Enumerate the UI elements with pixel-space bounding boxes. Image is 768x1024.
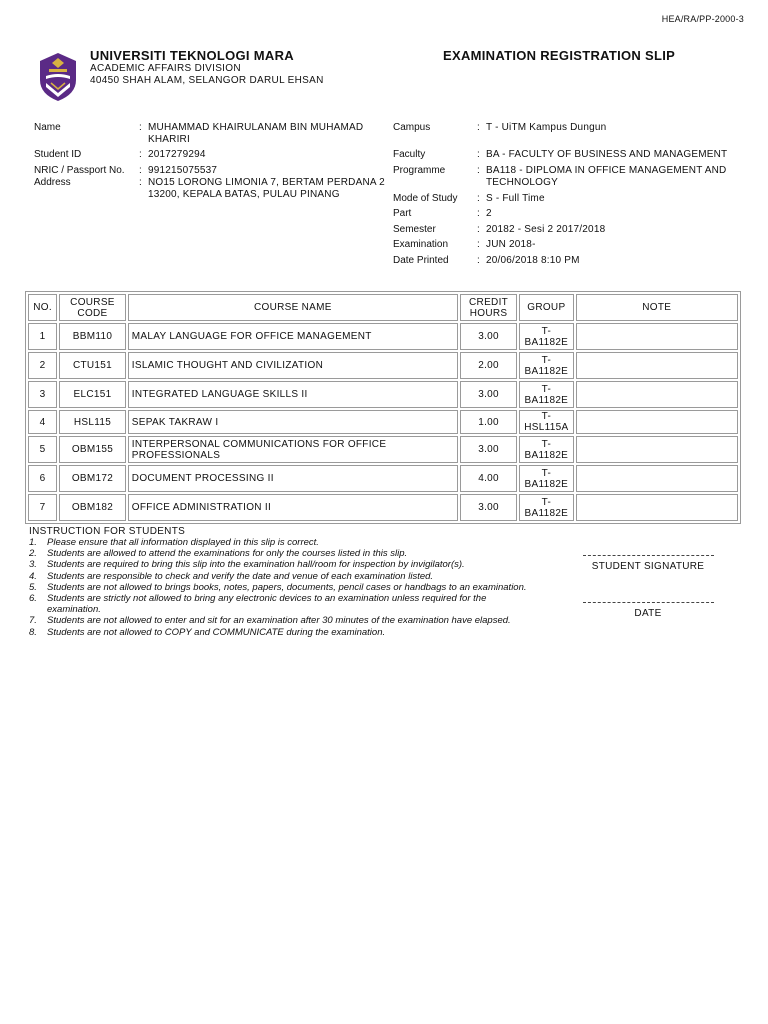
semester-label: Semester: [393, 224, 436, 235]
table-header-row: [28, 294, 738, 321]
instruction-text: Students are not allowed to enter and sit for an examination after 30 minutes of the examination have elapsed.: [47, 615, 511, 627]
row-course-name: INTEGRATED LANGUAGE SKILLS II: [128, 381, 458, 408]
row-course-name: INTERPERSONAL COMMUNICATIONS FOR OFFICE PROFESSIONALS: [128, 436, 458, 463]
mode-value: S - Full Time: [486, 193, 545, 204]
instruction-text: Students are required to bring this slip into the examination hall/room for inspection by invigilator(s).: [47, 559, 465, 571]
instruction-number: 2.: [29, 548, 37, 560]
row-course-name: OFFICE ADMINISTRATION II: [128, 494, 458, 521]
colon: :: [477, 224, 480, 235]
address-label: Address: [34, 177, 71, 188]
mode-label: Mode of Study: [393, 193, 458, 204]
row-note: [576, 494, 739, 521]
division-name: ACADEMIC AFFAIRS DIVISION: [90, 63, 241, 74]
instruction-item: [29, 582, 529, 593]
row-no: 6: [28, 465, 57, 492]
part-value: 2: [486, 208, 492, 219]
table-row: [28, 323, 738, 350]
header-group: GROUP: [519, 294, 573, 321]
university-name: UNIVERSITI TEKNOLOGI MARA: [90, 48, 294, 63]
row-credit-hours: 2.00: [460, 352, 517, 379]
row-no: 3: [28, 381, 57, 408]
row-note: [576, 465, 739, 492]
instruction-number: 4.: [29, 570, 37, 582]
date-printed-label: Date Printed: [393, 255, 449, 266]
instruction-number: 1.: [29, 537, 37, 548]
table-row: [28, 436, 738, 463]
row-no: 7: [28, 494, 57, 521]
instruction-text: Students are responsible to check and verify the date and venue of each examination listed.: [47, 570, 434, 582]
row-no: 5: [28, 436, 57, 463]
row-credit-hours: 4.00: [460, 465, 517, 492]
instruction-text: Students are not allowed to brings books, notes, papers, documents, pencil cases or handbags to an examination.: [47, 581, 527, 593]
row-credit-hours: 3.00: [460, 323, 517, 350]
date-label: DATE: [634, 608, 662, 619]
campus-value: T - UiTM Kampus Dungun: [486, 122, 607, 133]
row-note: [576, 352, 739, 379]
faculty-value: BA - FACULTY OF BUSINESS AND MANAGEMENT: [486, 149, 728, 160]
student-id-label: Student ID: [34, 149, 82, 160]
colon: :: [139, 149, 142, 160]
header-course-code: COURSE CODE: [59, 294, 126, 321]
table-row: [28, 381, 738, 408]
student-signature-line: [583, 555, 714, 556]
instruction-number: 5.: [29, 581, 37, 593]
programme-label: Programme: [393, 165, 446, 176]
row-group: T-BA1182E: [519, 494, 573, 521]
table-row: [28, 465, 738, 492]
name-label: Name: [34, 122, 61, 133]
colon: :: [139, 122, 142, 133]
document-code: HEA/RA/PP-2000-3: [661, 14, 744, 24]
instructions-title: INSTRUCTION FOR STUDENTS: [29, 526, 186, 537]
row-note: [576, 410, 739, 434]
row-credit-hours: 3.00: [460, 381, 517, 408]
instruction-item: [29, 571, 529, 582]
student-id-value: 2017279294: [148, 149, 206, 160]
student-signature-label: STUDENT SIGNATURE: [591, 561, 705, 572]
instruction-number: 3.: [29, 559, 37, 571]
instruction-text: Students are not allowed to COPY and COMMUNICATE during the examination.: [47, 626, 386, 638]
row-course-name: SEPAK TAKRAW I: [128, 410, 458, 434]
instructions-list: [29, 537, 529, 638]
header-note: NOTE: [576, 294, 739, 321]
instruction-item: [29, 593, 529, 615]
row-course-code: CTU151: [59, 352, 126, 379]
date-printed-value: 20/06/2018 8:10 PM: [486, 255, 580, 266]
colon: :: [477, 193, 480, 204]
row-group: T-HSL115A: [519, 410, 573, 434]
row-group: T-BA1182E: [519, 436, 573, 463]
colon: :: [139, 165, 142, 176]
university-address: 40450 SHAH ALAM, SELANGOR DARUL EHSAN: [90, 75, 324, 86]
row-note: [576, 323, 739, 350]
row-course-code: HSL115: [59, 410, 126, 434]
semester-value: 20182 - Sesi 2 2017/2018: [486, 224, 606, 235]
colon: :: [477, 149, 480, 160]
colon: :: [477, 208, 480, 219]
row-course-name: MALAY LANGUAGE FOR OFFICE MANAGEMENT: [128, 323, 458, 350]
instruction-number: 8.: [29, 626, 37, 638]
colon: :: [477, 239, 480, 250]
date-line: [583, 602, 714, 603]
colon: :: [477, 165, 480, 176]
row-credit-hours: 1.00: [460, 410, 517, 434]
row-note: [576, 381, 739, 408]
instruction-item: [29, 548, 529, 559]
part-label: Part: [393, 208, 412, 219]
row-no: 1: [28, 323, 57, 350]
table-row: [28, 494, 738, 521]
table-row: [28, 410, 738, 434]
instruction-number: 6.: [29, 593, 37, 605]
row-group: T-BA1182E: [519, 381, 573, 408]
instruction-text: Students are allowed to attend the examinations for only the courses listed in this slip.: [47, 548, 408, 560]
faculty-label: Faculty: [393, 149, 426, 160]
programme-value: BA118 - DIPLOMA IN OFFICE MANAGEMENT AND TECHNOLOGY: [486, 165, 727, 188]
colon: :: [477, 122, 480, 133]
row-group: T-BA1182E: [519, 323, 573, 350]
nric-label: NRIC / Passport No.: [34, 165, 125, 176]
row-group: T-BA1182E: [519, 465, 573, 492]
row-note: [576, 436, 739, 463]
header-credit-hours: CREDIT HOURS: [460, 294, 517, 321]
row-course-code: BBM110: [59, 323, 126, 350]
row-course-name: ISLAMIC THOUGHT AND CIVILIZATION: [128, 352, 458, 379]
instruction-text: Please ensure that all information displayed in this slip is correct.: [47, 537, 319, 548]
row-course-name: DOCUMENT PROCESSING II: [128, 465, 458, 492]
slip-title: EXAMINATION REGISTRATION SLIP: [443, 48, 676, 63]
instruction-item: [29, 627, 529, 638]
row-no: 2: [28, 352, 57, 379]
colon: :: [139, 177, 142, 188]
header-course-name: COURSE NAME: [128, 294, 458, 321]
instruction-number: 7.: [29, 615, 37, 627]
uitm-crest-icon: [38, 52, 78, 102]
instruction-item: [29, 537, 529, 548]
row-credit-hours: 3.00: [460, 436, 517, 463]
campus-label: Campus: [393, 122, 431, 133]
nric-value: 991215075537: [148, 165, 218, 176]
row-group: T-BA1182E: [519, 352, 573, 379]
table-row: [28, 352, 738, 379]
examination-value: JUN 2018-: [486, 239, 536, 250]
name-value: MUHAMMAD KHAIRULANAM BIN MUHAMAD KHARIRI: [148, 122, 364, 145]
course-table: [25, 291, 741, 524]
row-course-code: OBM155: [59, 436, 126, 463]
row-credit-hours: 3.00: [460, 494, 517, 521]
colon: :: [477, 255, 480, 266]
instruction-text: Students are strictly not allowed to bring any electronic devices to an examination unless required for the examination.: [47, 593, 487, 616]
examination-label: Examination: [393, 239, 449, 250]
header-no: NO.: [28, 294, 57, 321]
address-value: NO15 LORONG LIMONIA 7, BERTAM PERDANA 2 13200, KEPALA BATAS, PULAU PINANG: [148, 177, 385, 200]
instruction-item: [29, 615, 529, 626]
row-course-code: OBM172: [59, 465, 126, 492]
row-course-code: OBM182: [59, 494, 126, 521]
row-no: 4: [28, 410, 57, 434]
instruction-item: [29, 559, 529, 570]
row-course-code: ELC151: [59, 381, 126, 408]
